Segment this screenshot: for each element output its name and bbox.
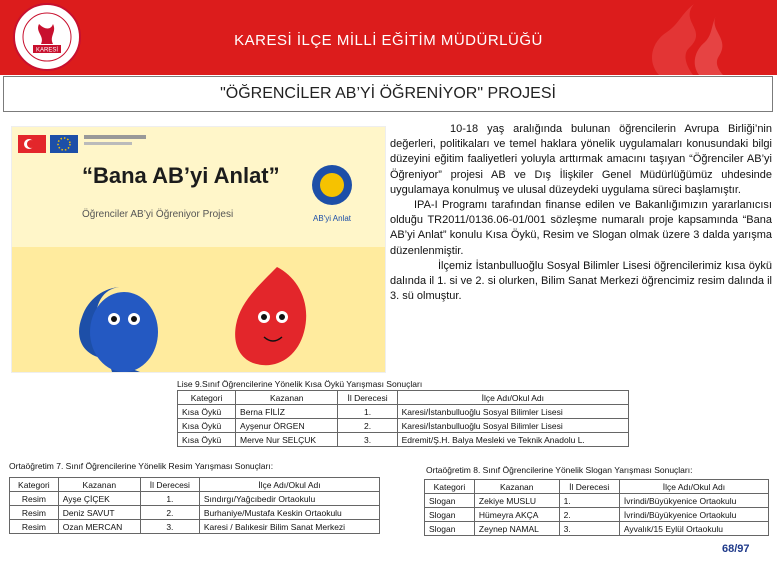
table-cell: 2. — [338, 419, 397, 433]
poster-art — [12, 127, 385, 372]
table-row — [178, 405, 629, 419]
slogan-table — [424, 479, 769, 536]
table-cell: Slogan — [425, 508, 475, 522]
table-cell: 1. — [140, 492, 199, 506]
poster-subtitle: Öğrenciler AB’yi Öğreniyor Projesi — [82, 209, 234, 220]
poster-brand: AB'yi Anlat — [313, 214, 351, 223]
intro-paragraph-2: IPA-I Programı tarafından finanse edilen ve Bakanlığımızın yararlanıcısı olduğu TR2011/0136.06-01/001 sözleşme numaralı proje kapsamında “Bana AB’yi Anlat” konulu Kısa Öykü, Resim ve Slogan olmak üzere 3 dalda yarışma düzenlenmiştir. — [390, 199, 772, 257]
table-header: Kategori — [178, 391, 236, 405]
table-cell: 1. — [338, 405, 397, 419]
intro-paragraph-3: İlçemiz İstanbulluoğlu Sosyal Bilimler Lisesi öğrencilerimiz kısa öykü dalında il 1. si ve 2. si olurken, Bilim Sanat Merkezi öğrencimiz resim dalında il 3. sü olmuştur. — [390, 259, 772, 303]
header-banner — [0, 0, 777, 75]
table-cell: Slogan — [425, 522, 475, 536]
table-cell: Kısa Öykü — [178, 433, 236, 447]
table-header: Kazanan — [474, 480, 559, 494]
table-header: Kazanan — [58, 478, 140, 492]
table-header: Kazanan — [236, 391, 338, 405]
table-cell: Ayşenur ÖRGEN — [236, 419, 338, 433]
table-cell: Ozan MERCAN — [58, 520, 140, 534]
table-header: İl Derecesi — [338, 391, 397, 405]
table-cell: 3. — [140, 520, 199, 534]
logo-text: KARESİ — [35, 47, 59, 54]
table-row — [10, 492, 380, 506]
table-cell: İvrindi/Büyükyenice Ortaokulu — [619, 508, 768, 522]
table-cell: Karesi/İstanbulluoğlu Sosyal Bilimler Lisesi — [397, 405, 628, 419]
table-row — [178, 433, 629, 447]
art-caption: Ortaöğretim 7. Sınıf Öğrencilerine Yönelik Resim Yarışması Sonuçları: — [9, 461, 274, 471]
table-cell: Slogan — [425, 494, 475, 508]
table-cell: Ayşe ÇİÇEK — [58, 492, 140, 506]
project-title-bar — [3, 76, 773, 112]
table-row — [425, 508, 769, 522]
table-cell: İvrindi/Büyükyenice Ortaokulu — [619, 494, 768, 508]
table-row — [10, 506, 380, 520]
table-header-row — [178, 391, 629, 405]
table-cell: Karesi/İstanbulluoğlu Sosyal Bilimler Lisesi — [397, 419, 628, 433]
table-cell: 3. — [559, 522, 619, 536]
table-header: İlçe Adı/Okul Adı — [619, 480, 768, 494]
table-row — [425, 522, 769, 536]
table-header: Kategori — [10, 478, 59, 492]
story-caption: Lise 9.Sınıf Öğrencilerine Yönelik Kısa Öykü Yarışması Sonuçları — [177, 379, 423, 389]
table-cell: Deniz SAVUT — [58, 506, 140, 520]
table-cell: Kısa Öykü — [178, 419, 236, 433]
table-header: İl Derecesi — [559, 480, 619, 494]
header-title: KARESİ İLÇE MİLLİ EĞİTİM MÜDÜRLÜĞÜ — [234, 32, 543, 49]
story-table — [177, 390, 629, 447]
table-cell: Edremit/Ş.H. Balya Mesleki ve Teknik Anadolu L. — [397, 433, 628, 447]
table-cell: Merve Nur SELÇUK — [236, 433, 338, 447]
table-header-row — [425, 480, 769, 494]
table-cell: 3. — [338, 433, 397, 447]
table-row — [425, 494, 769, 508]
page-number: 68/97 — [722, 543, 750, 555]
poster-headline: “Bana AB’yi Anlat” — [82, 163, 280, 188]
table-cell: Berna FİLİZ — [236, 405, 338, 419]
table-cell: Resim — [10, 520, 59, 534]
project-poster — [11, 126, 386, 373]
table-cell: 1. — [559, 494, 619, 508]
table-header: Kategori — [425, 480, 475, 494]
table-row — [10, 520, 380, 534]
table-cell: Zekiye MUSLU — [474, 494, 559, 508]
table-cell: Karesi / Balıkesir Bilim Sanat Merkezi — [199, 520, 379, 534]
intro-paragraph-1: 10-18 yaş aralığında bulunan öğrencilerin Avrupa Birliği’nin değerleri, politikaları ve temel haklara yönelik uygulamaları konusundaki bilgi düzeyini eğitim faaliyetleri yoluyla arttırmak amacını taşıyan “Öğrenciler AB’yi Öğreniyor” projesi AB ve Dış İlişkiler Genel Müdürlüğümüz uhdesinde uygulamaya konulmuş ve ulusal düzeydeki uygulama süreci başlamıştır. — [390, 123, 772, 196]
table-cell: 2. — [559, 508, 619, 522]
art-table — [9, 477, 380, 534]
table-header-row — [10, 478, 380, 492]
slogan-caption: Ortaöğretim 8. Sınıf Öğrencilerine Yönelik Slogan Yarışması Sonuçları: — [426, 465, 693, 475]
table-cell: Burhaniye/Mustafa Keskin Ortaokulu — [199, 506, 379, 520]
table-cell: Kısa Öykü — [178, 405, 236, 419]
table-header: İlçe Adı/Okul Adı — [199, 478, 379, 492]
project-title: "ÖĞRENCİLER AB’Yİ ÖĞRENİYOR" PROJESİ — [220, 85, 556, 102]
table-row — [178, 419, 629, 433]
table-cell: 2. — [140, 506, 199, 520]
ministry-logo — [5, 2, 89, 72]
table-header: İl Derecesi — [140, 478, 199, 492]
table-cell: Resim — [10, 492, 59, 506]
table-cell: Resim — [10, 506, 59, 520]
table-cell: Sındırgı/Yağcıbedir Ortaokulu — [199, 492, 379, 506]
table-cell: Ayvalık/15 Eylül Ortaokulu — [619, 522, 768, 536]
table-cell: Hümeyra AKÇA — [474, 508, 559, 522]
table-header: İlçe Adı/Okul Adı — [397, 391, 628, 405]
table-cell: Zeynep NAMAL — [474, 522, 559, 536]
intro-text — [390, 122, 772, 304]
